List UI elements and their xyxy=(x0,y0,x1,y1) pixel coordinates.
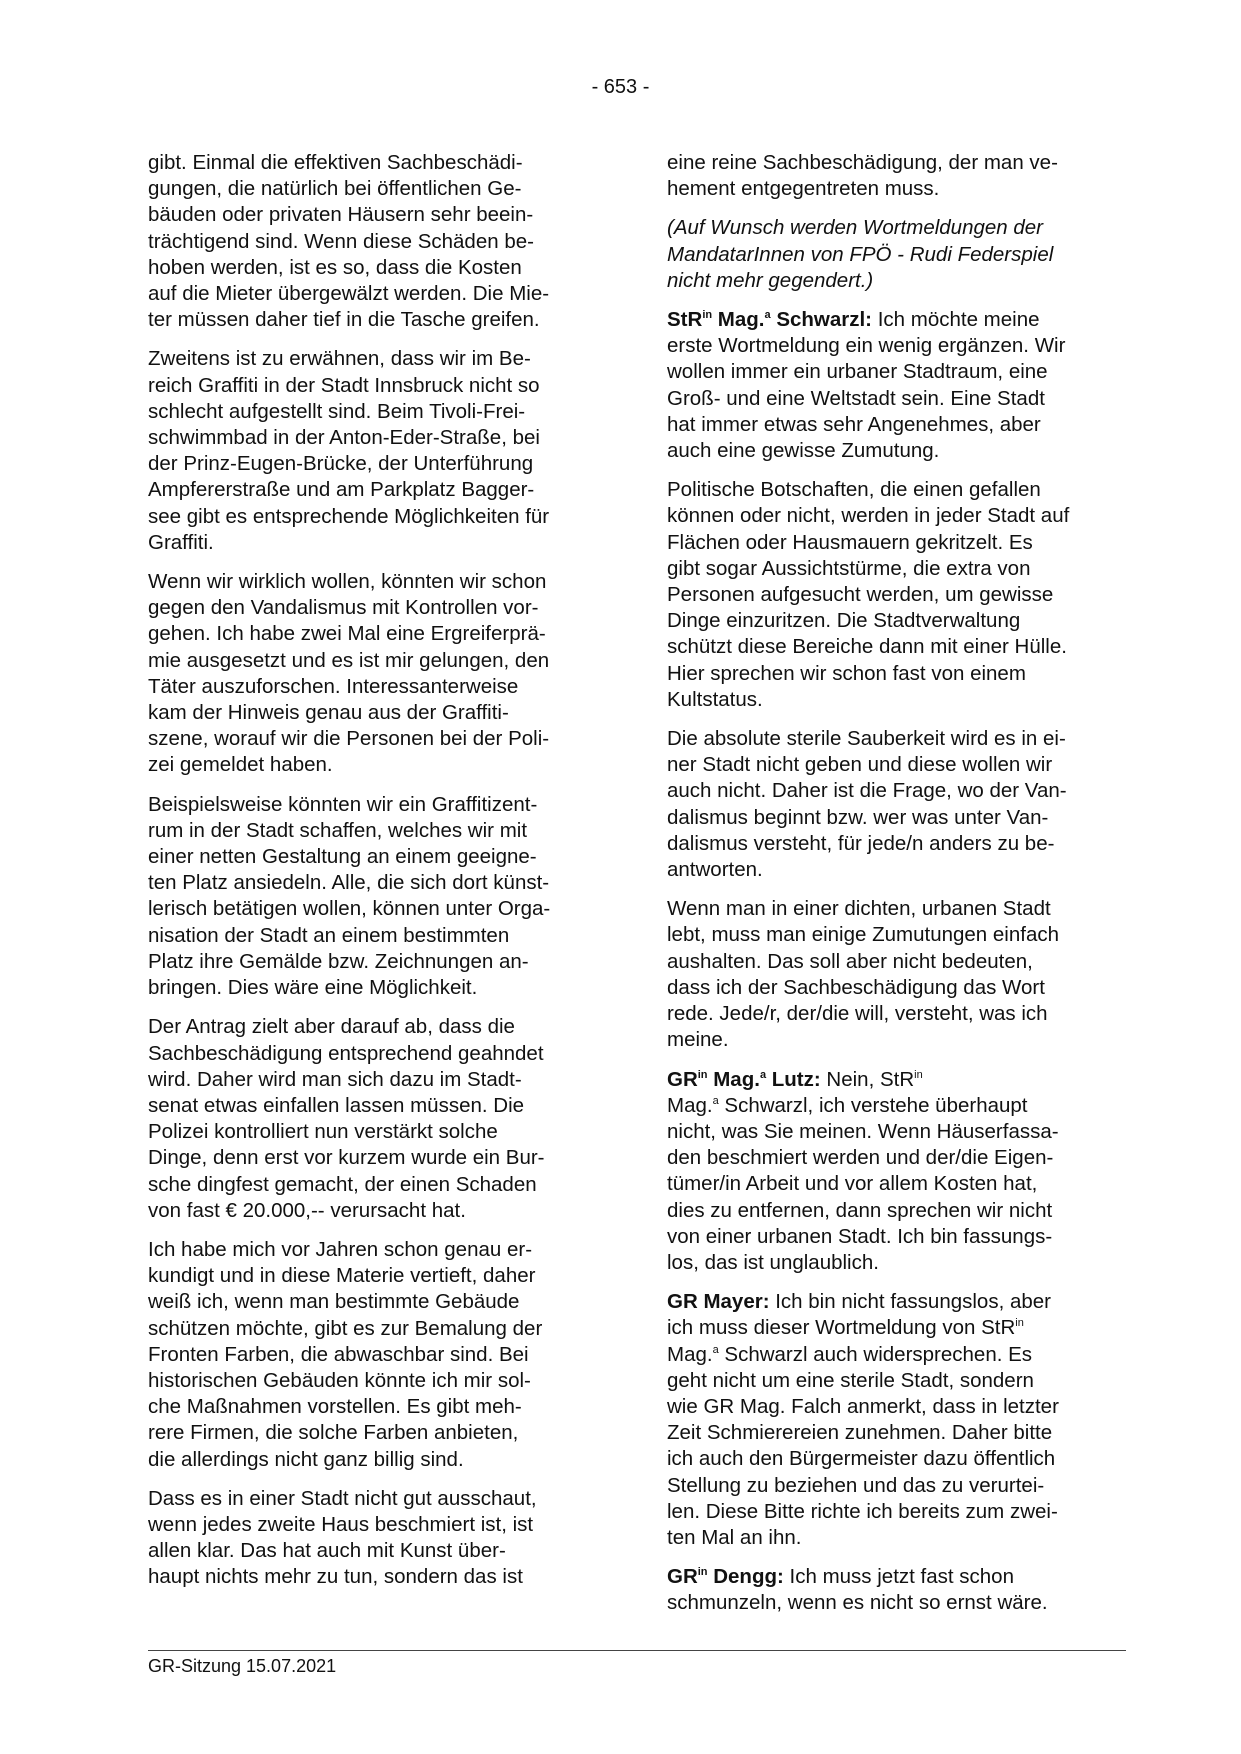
paragraph xyxy=(148,150,604,333)
text-line: von einer urbanen Stadt. Ich bin fassungs- xyxy=(667,1224,1053,1248)
text-line: hoben werden, ist es so, dass die Kosten xyxy=(148,255,522,279)
text-line: weiß ich, wenn man bestimmte Gebäude xyxy=(148,1290,520,1314)
text-line: gegen den Vandalismus mit Kontrollen vor- xyxy=(148,596,539,620)
text-line: auf die Mieter übergewälzt werden. Die Mie- xyxy=(148,282,550,306)
text-line: ich muss dieser Wortmeldung von StR$^{in}$ xyxy=(667,1316,1024,1340)
text-line: Mag.$^a$ Schwarzl auch widersprechen. Es xyxy=(667,1342,1033,1366)
text-line: Graffiti. xyxy=(148,530,214,554)
text-line: Ampfererstraße und am Parkplatz Bagger- xyxy=(148,478,535,502)
text-line: ten Platz ansiedeln. Alle, die sich dort künst- xyxy=(148,871,550,895)
footer-divider xyxy=(148,1650,1126,1651)
text-line: kam der Hinweis genau aus der Graffiti- xyxy=(148,701,509,725)
text-line: bäuden oder privaten Häusern sehr beein- xyxy=(148,203,534,227)
footer-session-label: GR-Sitzung 15.07.2021 xyxy=(148,1656,337,1676)
text-line: los, das ist unglaublich. xyxy=(667,1250,879,1274)
text-line: wird. Daher wird man sich dazu im Stadt- xyxy=(148,1067,522,1091)
text-line: schwimmbad in der Anton-Eder-Straße, bei xyxy=(148,426,540,450)
text-line: Stellung zu beziehen und das zu verurtei- xyxy=(667,1473,1045,1497)
text-line: $GR^{in}$ Dengg: Ich muss jetzt fast schon xyxy=(667,1565,1014,1589)
paragraph xyxy=(667,896,1124,1053)
text-line: szene, worauf wir die Personen bei der Poli- xyxy=(148,727,550,751)
text-line: wenn jedes zweite Haus beschmiert ist, ist xyxy=(148,1512,534,1536)
text-line: dalismus beginnt bzw. wer was unter Van- xyxy=(667,805,1049,829)
text-line: Zeit Schmierereien zunehmen. Daher bitte xyxy=(667,1421,1053,1445)
right-column xyxy=(667,150,1124,1630)
paragraph xyxy=(667,150,1124,202)
text-line: MandatarInnen von FPÖ - Rudi Federspiel xyxy=(667,242,1054,266)
text-line: hement entgegentreten muss. xyxy=(667,177,940,201)
text-line: die allerdings nicht ganz billig sind. xyxy=(148,1447,464,1471)
text-line: dass ich der Sachbeschädigung das Wort xyxy=(667,975,1045,999)
text-line: ner Stadt nicht geben und diese wollen wir xyxy=(667,753,1053,777)
text-line: mie ausgesetzt und es ist mir gelungen, den xyxy=(148,648,550,672)
text-line: Der Antrag zielt aber darauf ab, dass die xyxy=(148,1015,515,1039)
text-line: allen klar. Das hat auch mit Kunst über- xyxy=(148,1539,506,1563)
left-column xyxy=(148,150,604,1604)
text-line: rere Firmen, die solche Farben anbieten, xyxy=(148,1421,519,1445)
text-line: rede. Jede/r, der/die will, versteht, was ich xyxy=(667,1002,1048,1026)
text-line: Groß- und eine Weltstadt sein. Eine Stadt xyxy=(667,386,1045,410)
text-line: ten Mal an ihn. xyxy=(667,1525,802,1549)
speech-schwarzl xyxy=(667,307,1124,464)
speaker-name: GR Mayer: xyxy=(667,1290,770,1314)
text-line: Dinge, denn erst vor kurzem wurde ein Bur- xyxy=(148,1146,545,1170)
paragraph xyxy=(148,792,604,1002)
paragraph xyxy=(148,346,604,556)
text-line: schützt diese Bereiche dann mit einer Hülle. xyxy=(667,635,1067,659)
text-line: nicht, was Sie meinen. Wenn Häuserfassa- xyxy=(667,1119,1059,1143)
text-line: sche dingfest gemacht, der einen Schaden xyxy=(148,1172,537,1196)
speech-mayer xyxy=(667,1289,1124,1551)
paragraph xyxy=(148,569,604,779)
text-line: geht nicht um eine sterile Stadt, sondern xyxy=(667,1368,1034,1392)
text-line: Wenn man in einer dichten, urbanen Stadt xyxy=(667,897,1051,921)
text-line: zei gemeldet haben. xyxy=(148,753,333,777)
text-line: auch nicht. Daher ist die Frage, wo der Van- xyxy=(667,779,1067,803)
text-line: Zweitens ist zu erwähnen, dass wir im Be- xyxy=(148,347,531,371)
text-line: lerisch betätigen wollen, können unter Orga- xyxy=(148,897,551,921)
text-line: haupt nichts mehr zu tun, sondern das ist xyxy=(148,1565,523,1589)
paragraph xyxy=(148,1014,604,1224)
text-line: einer netten Gestaltung an einem geeigne- xyxy=(148,845,537,869)
page-number: - 653 - xyxy=(591,76,650,98)
text-line: von fast € 20.000,-- verursacht hat. xyxy=(148,1198,466,1222)
text-line: den beschmiert werden und der/die Eigen- xyxy=(667,1146,1054,1170)
text-line: Hier sprechen wir schon fast von einem xyxy=(667,661,1026,685)
speech-lutz xyxy=(667,1067,1124,1277)
text-line: ich auch den Bürgermeister dazu öffentlich xyxy=(667,1447,1056,1471)
text-line: tümer/in Arbeit und vor allem Kosten hat, xyxy=(667,1172,1038,1196)
paragraph xyxy=(667,726,1124,883)
text-line: Ich habe mich vor Jahren schon genau er- xyxy=(148,1237,533,1261)
text-line: gehen. Ich habe zwei Mal eine Ergreiferprä- xyxy=(148,622,546,646)
text-line: Beispielsweise könnten wir ein Graffitizent- xyxy=(148,792,538,816)
text-line: schmunzeln, wenn es nicht so ernst wäre. xyxy=(667,1591,1048,1615)
text-line: lebt, muss man einige Zumutungen einfach xyxy=(667,923,1060,947)
text-line: antworten. xyxy=(667,858,763,882)
text-line: Täter auszuforschen. Interessanterweise xyxy=(148,674,519,698)
text-line: der Prinz-Eugen-Brücke, der Unterführung xyxy=(148,452,534,476)
speech-dengg xyxy=(667,1564,1124,1616)
text-line: historischen Gebäuden könnte ich mir sol- xyxy=(148,1368,531,1392)
speaker-name: StR$^{in}$ Mag.$^a$ Schwarzl: xyxy=(667,308,873,332)
text-line: Platz ihre Gemälde bzw. Zeichnungen an- xyxy=(148,949,529,973)
text-line: Personen aufgesucht werden, um gewisse xyxy=(667,583,1054,607)
text-line: dies zu entfernen, dann sprechen wir nicht xyxy=(667,1198,1053,1222)
text-line: Politische Botschaften, die einen gefallen xyxy=(667,478,1041,502)
text-line: wie GR Mag. Falch anmerkt, dass in letzter xyxy=(667,1394,1059,1418)
text-line: reich Graffiti in der Stadt Innsbruck nicht so xyxy=(148,373,540,397)
text-line: StR$^{in}$ Mag.$^a$ Schwarzl: Ich möchte meine xyxy=(667,308,1040,332)
text-line: Polizei kontrolliert nun verstärkt solche xyxy=(148,1120,498,1144)
text-line: nicht mehr gegendert.) xyxy=(667,268,874,292)
text-line: rum in der Stadt schaffen, welches wir mit xyxy=(148,818,528,842)
paragraph xyxy=(148,1486,604,1591)
text-line: wollen immer ein urbaner Stadtraum, eine xyxy=(667,360,1048,384)
text-line: Fronten Farben, die abwaschbar sind. Bei xyxy=(148,1342,529,1366)
text-line: eine reine Sachbeschädigung, der man ve- xyxy=(667,151,1058,174)
paragraph xyxy=(148,1237,604,1473)
text-line: gibt. Einmal die effektiven Sachbeschädi- xyxy=(148,151,523,174)
text-line: ter müssen daher tief in die Tasche greifen. xyxy=(148,308,540,332)
editorial-note xyxy=(667,215,1124,294)
text-line: Wenn wir wirklich wollen, könnten wir schon xyxy=(148,570,547,594)
text-line: che Maßnahmen vorstellen. Es gibt meh- xyxy=(148,1395,522,1419)
paragraph xyxy=(667,477,1124,713)
text-line: aushalten. Das soll aber nicht bedeuten, xyxy=(667,949,1033,973)
text-line: dalismus versteht, für jede/n anders zu be- xyxy=(667,831,1055,855)
text-line: gungen, die natürlich bei öffentlichen Ge- xyxy=(148,177,522,201)
text-line: nisation der Stadt an einem bestimmten xyxy=(148,923,510,947)
text-line: (Auf Wunsch werden Wortmeldungen der xyxy=(667,216,1044,240)
text-line: kundigt und in diese Materie vertieft, daher xyxy=(148,1264,536,1288)
text-line: Sachbeschädigung entsprechend geahndet xyxy=(148,1041,544,1065)
text-line: GR Mayer: Ich bin nicht fassungslos, aber xyxy=(667,1290,1051,1314)
text-line: Mag.$^a$ Schwarzl, ich verstehe überhaupt xyxy=(667,1093,1028,1117)
text-line: gibt sogar Aussichtstürme, die extra von xyxy=(667,556,1031,580)
text-line: Die absolute sterile Sauberkeit wird es in ei- xyxy=(667,727,1066,751)
speaker-name: $GR^{in}$ Dengg: xyxy=(667,1565,784,1589)
text-line: auch eine gewisse Zumutung. xyxy=(667,439,940,463)
text-line: senat etwas einfallen lassen müssen. Die xyxy=(148,1093,525,1117)
text-line: $GR^{in}$ Mag.$^a$ Lutz: Nein, StR$^{in}$ xyxy=(667,1067,923,1091)
text-line: len. Diese Bitte richte ich bereits zum zwei- xyxy=(667,1499,1058,1523)
text-line: schlecht aufgestellt sind. Beim Tivoli-Frei- xyxy=(148,399,526,423)
text-line: Kultstatus. xyxy=(667,687,763,711)
text-line: see gibt es entsprechende Möglichkeiten für xyxy=(148,504,550,528)
text-line: trächtigend sind. Wenn diese Schäden be- xyxy=(148,229,534,253)
text-line: erste Wortmeldung ein wenig ergänzen. Wir xyxy=(667,334,1066,358)
text-line: schützen möchte, gibt es zur Bemalung der xyxy=(148,1316,543,1340)
speaker-name: $GR^{in}$ Mag.$^a$ Lutz: xyxy=(667,1067,821,1091)
text-line: hat immer etwas sehr Angenehmes, aber xyxy=(667,412,1041,436)
text-line: Dinge einzuritzen. Die Stadtverwaltung xyxy=(667,609,1021,633)
text-line: meine. xyxy=(667,1028,729,1052)
text-line: können oder nicht, werden in jeder Stadt auf xyxy=(667,504,1070,528)
text-line: bringen. Dies wäre eine Möglichkeit. xyxy=(148,976,478,1000)
text-line: Flächen oder Hausmauern gekritzelt. Es xyxy=(667,530,1033,554)
text-line: Dass es in einer Stadt nicht gut ausschaut, xyxy=(148,1486,537,1510)
